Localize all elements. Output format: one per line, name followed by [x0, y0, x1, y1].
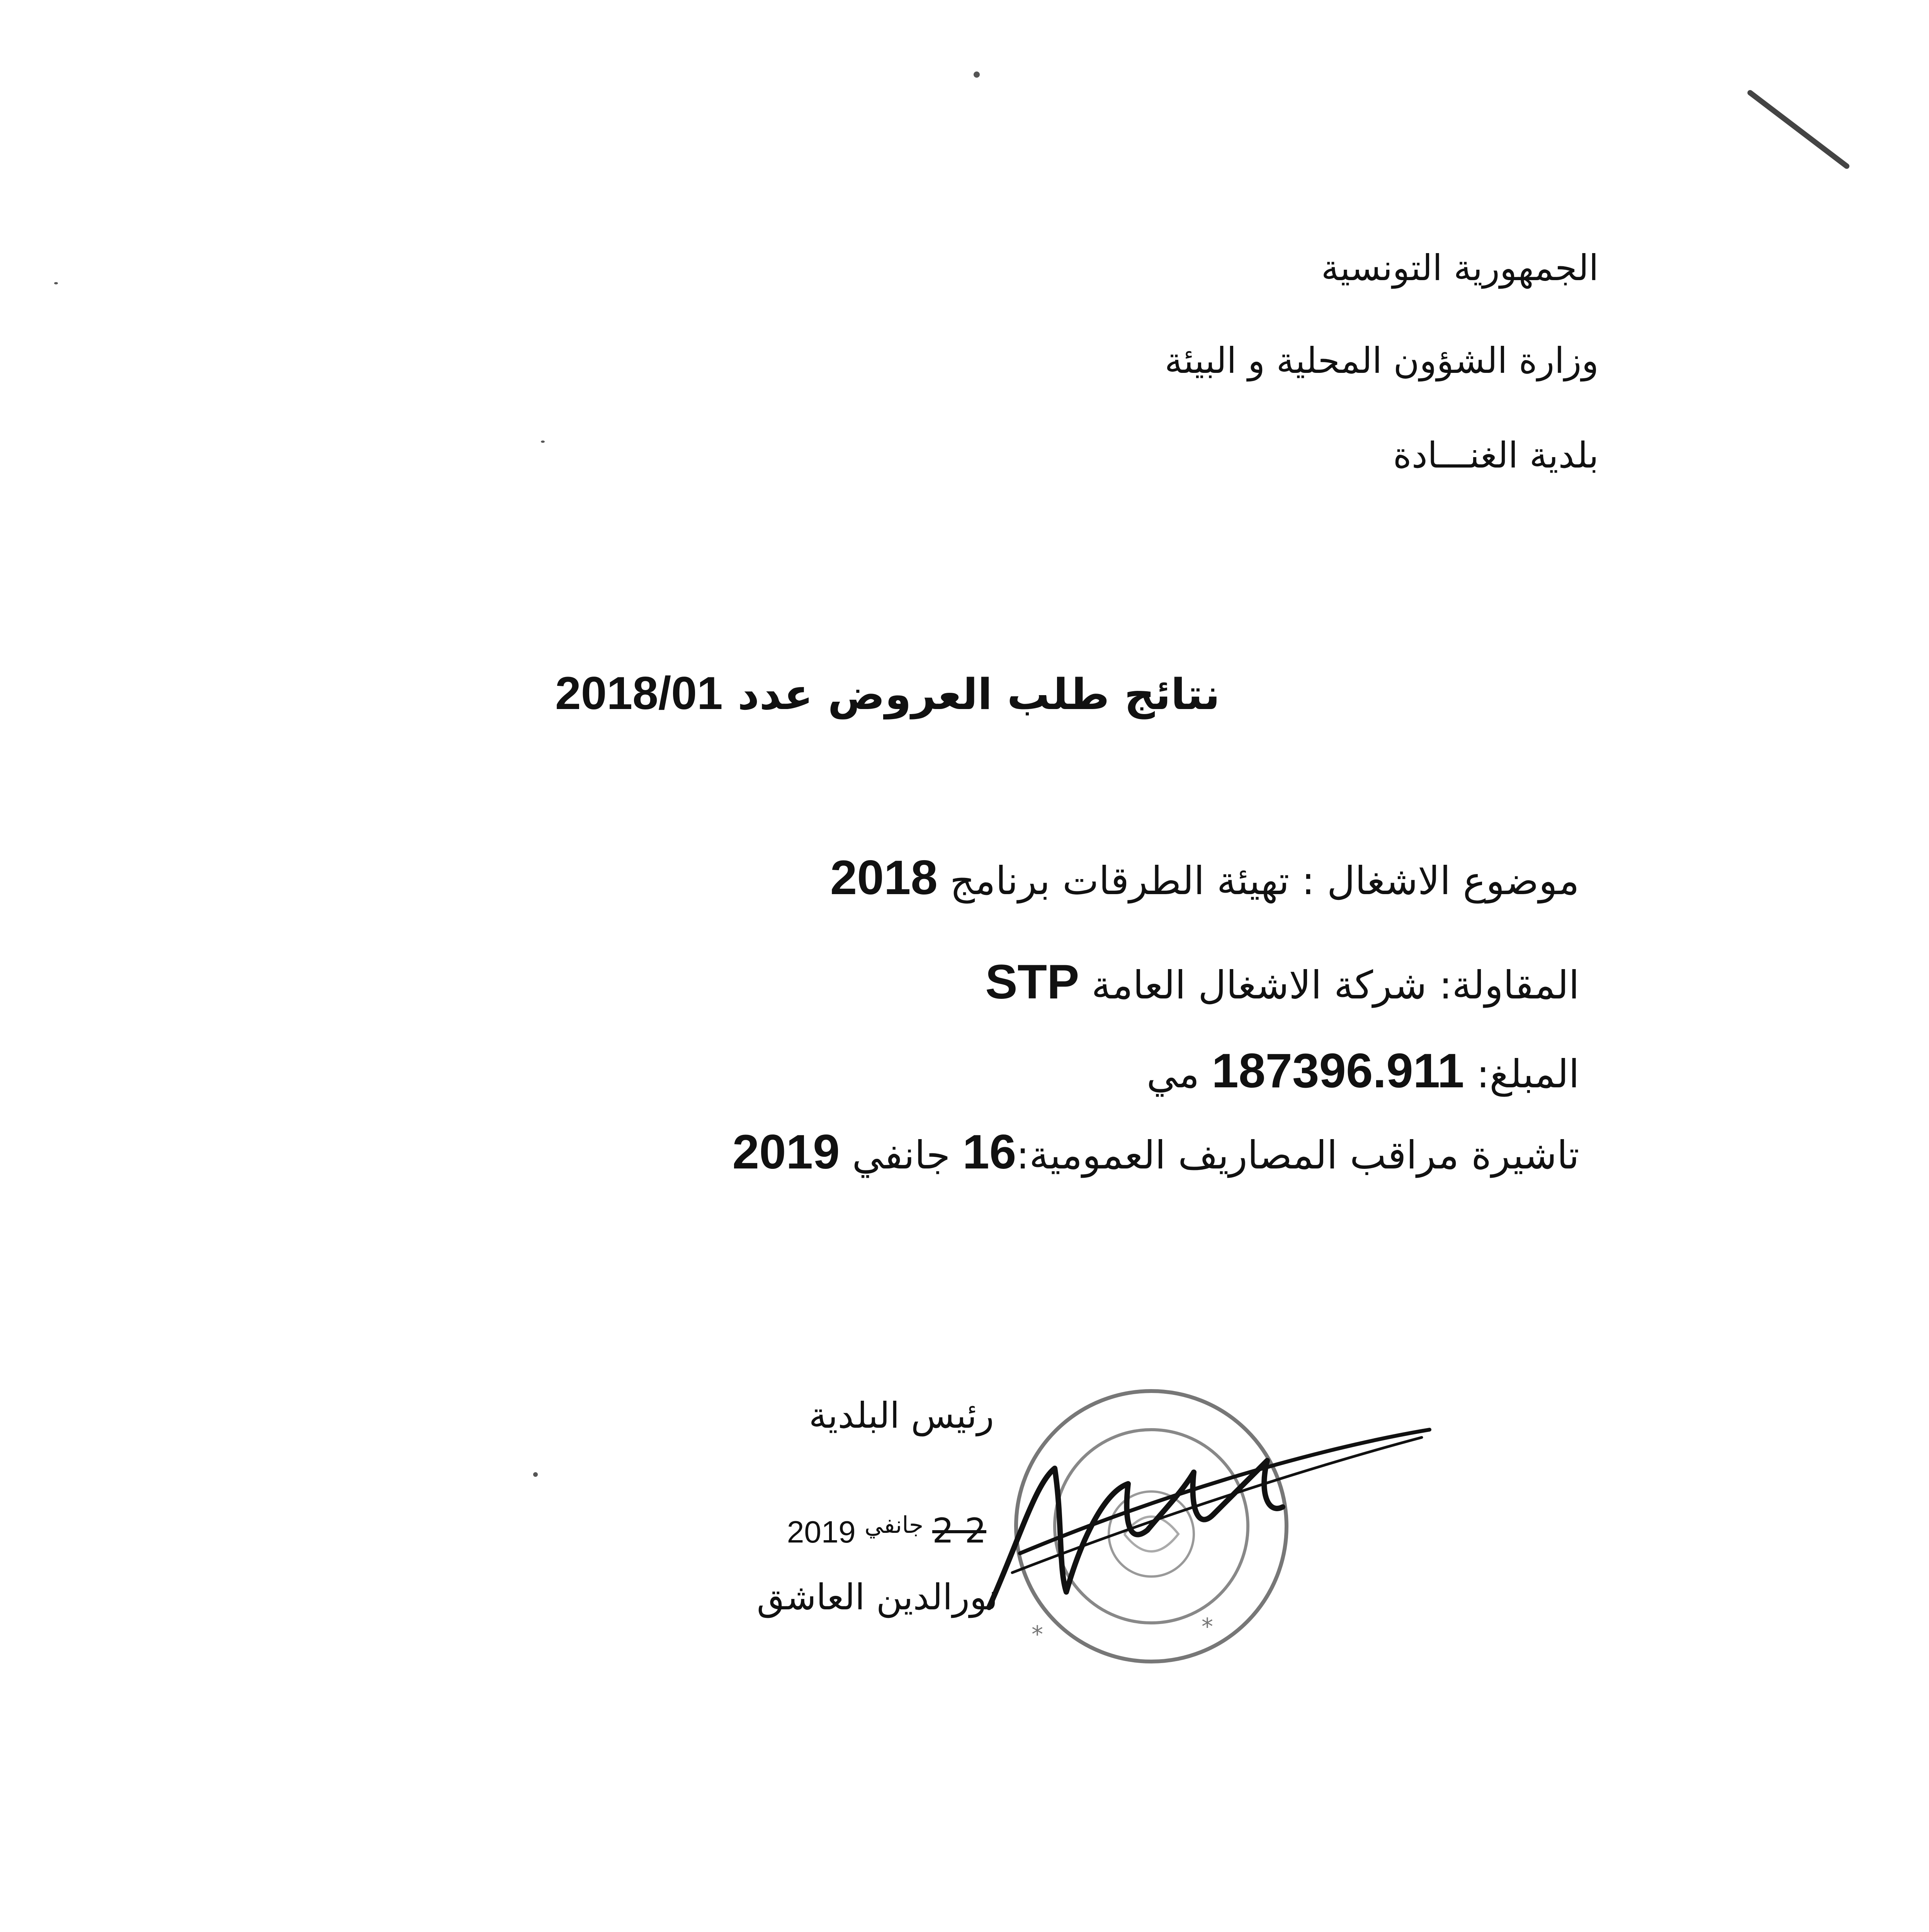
subject-label: موضوع الاشغال : تهيئة الطرقات برنامج [950, 858, 1579, 903]
header-municipality: بلدية الغنـــادة [1393, 435, 1599, 476]
subject-value: 2018 [830, 851, 938, 905]
amount-label: المبلغ: [1476, 1051, 1579, 1097]
signatory-title: رئيس البلدية [809, 1395, 994, 1436]
visa-month: جانفي [852, 1133, 950, 1178]
svg-text:*: * [1032, 1621, 1043, 1648]
handwritten-signature [966, 1391, 1449, 1662]
contractor-line [985, 954, 1579, 1010]
signatory-name: نورالدين العاشق [756, 1577, 998, 1618]
scan-speck [974, 71, 980, 78]
contractor-label: المقاولة: شركة الاشغال العامة [1091, 963, 1579, 1008]
visa-year: 2019 [732, 1125, 840, 1179]
scan-mark [1746, 89, 1854, 174]
title-number: 2018/01 [555, 667, 723, 719]
scan-speck [541, 440, 545, 443]
visa-line [733, 1124, 1579, 1180]
scan-speck [533, 1472, 538, 1477]
header-republic: الجمهورية التونسية [1321, 247, 1599, 289]
svg-text:*: * [1202, 1613, 1213, 1640]
scan-speck [54, 282, 58, 284]
visa-label: تاشيرة مراقب المصاريف العمومية: [1016, 1133, 1579, 1178]
contractor-value: STP [985, 955, 1079, 1009]
signature-date-day: 2 2 [932, 1511, 986, 1551]
document-title [555, 667, 1220, 720]
signature-date-month: جانفي [864, 1512, 924, 1539]
signature-date [787, 1511, 986, 1551]
amount-unit: مي [1146, 1051, 1200, 1097]
visa-day: 16 [962, 1125, 1016, 1179]
subject-line [830, 850, 1579, 905]
signature-date-year: 2019 [787, 1515, 856, 1549]
title-prefix: نتائج طلب العروض عدد [738, 670, 1220, 719]
header-ministry: وزارة الشؤون المحلية و البيئة [1164, 340, 1599, 381]
amount-value: 187396.911 [1212, 1044, 1464, 1098]
amount-line [1147, 1043, 1579, 1099]
